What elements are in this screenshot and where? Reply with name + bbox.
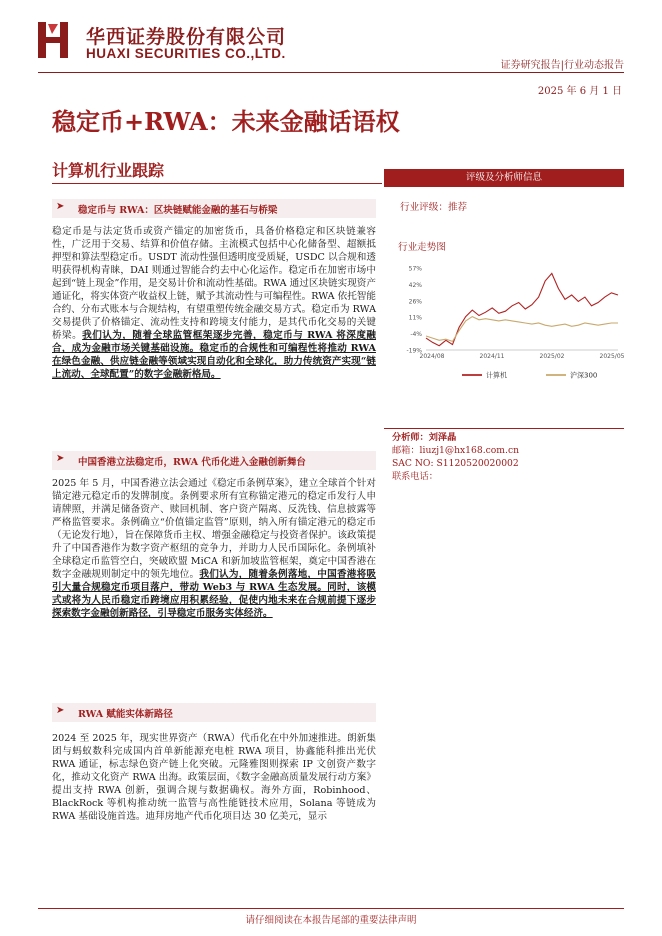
series-line-2 (426, 317, 618, 342)
section-heading-2: ➤ 中国香港立法稳定币，RWA 代币化进入金融创新舞台 (52, 451, 376, 470)
industry-rating: 行业评级：推荐 (400, 202, 468, 213)
highlight-conclusion-2: 我们认为，随着条例落地，中国香港将吸引大量合规稳定币项目落户，带动 Web3 与 RWA 生态发展。同时，该模式或将为人民币稳定币跨境应用积累经验，促使内地未来在合规前提下逐步探索数字金融创新路径，引导稳定币服务实体经济。 (52, 569, 377, 619)
huaxi-logo-icon (38, 22, 72, 58)
arrow-icon: ➤ (56, 201, 65, 212)
trend-chart-title: 行业走势图 (398, 242, 446, 253)
y-tick-label: -4% (410, 331, 422, 339)
y-tick-label: 42% (408, 281, 422, 289)
analyst-email[interactable]: 邮箱：liuzj1@hx168.com.cn (392, 445, 520, 456)
x-tick-label: 2025/02 (539, 353, 565, 360)
subtitle-underline (52, 183, 382, 184)
report-subtitle: 计算机行业跟踪 (52, 161, 165, 180)
section-heading-3: ➤ RWA 赋能实体新路径 (52, 703, 376, 722)
x-tick-label: 2025/05 (599, 353, 624, 360)
legend-label: 计算机 (486, 371, 507, 380)
section-body-1: 稳定币是与法定货币或资产锚定的加密货币，具备价格稳定和区块链兼容性，广泛用于交易、结算和价值存储。主流模式包括中心化储备型、超额抵押型和算法型稳定币。USDT 流动性强但透明度受质疑，USDC 以合规和透明获得机构青睐，DAI 则通过智能合约去中心化运作。稳定币在加密市场中起到“链上现金”作用，是交易计价和流动性基础。RWA 通过区块链实现资产通证化，将实体资产收益权上链，赋予其流动性与可编程性。RWA 依托智能合约、分布式账本与合规结构，有望重塑传统金融交易方式。稳定币为 RWA 交易提供了价格锚定、流动性支持和跨境支付能力，是其代币化交易的关键桥梁。我们认为，随着全球监管框架逐步完善，稳定币与 RWA 将深度融合，成为金融市场关键基础设施。稳定币的合规性和可编程性将推动 RWA 在绿色金融、供应链金融等领域实现自动化和全球化，助力传统资产实现“链上流动、全球配置”的数字金融新格局。 (52, 226, 376, 380)
analyst-name: 分析师：刘泽晶 (392, 432, 457, 443)
highlight-conclusion-1: 我们认为，随着全球监管框架逐步完善，稳定币与 RWA 将深度融合，成为金融市场关键基础设施。稳定币的合规性和可编程性将推动 RWA 在绿色金融、供应链金融等领域实现自动化和全球化，助力传统资产实现“链上流动、全球配置”的数字金融新格局。 (52, 330, 376, 380)
company-name-en: HUAXI SECURITIES CO.,LTD. (86, 46, 286, 61)
analyst-sac: SAC NO: S1120520020002 (392, 458, 519, 469)
company-name-cn: 华西证券股份有限公司 (86, 26, 287, 48)
sidebar-divider (384, 428, 624, 429)
series-line-1 (426, 273, 618, 345)
y-tick-label: 57% (408, 265, 422, 273)
report-date: 2025 年 6 月 1 日 (537, 86, 622, 97)
x-tick-label: 2024/11 (479, 353, 505, 360)
y-tick-label: 11% (408, 314, 422, 322)
sidebar-header: 评级及分析师信息 (384, 169, 624, 187)
industry-trend-chart (396, 262, 624, 384)
legend-label: 沪深300 (570, 371, 598, 380)
x-tick-label: 2024/08 (419, 353, 445, 360)
footer-disclaimer: 请仔细阅读在本报告尾部的重要法律声明 (245, 915, 417, 926)
header-divider (38, 72, 624, 73)
section-body-3: 2024 至 2025 年，现实世界资产（RWA）代币化在中外加速推进。朗新集团与蚂蚁数科完成国内首单新能源充电桩 RWA 项目，协鑫能科推出光伏 RWA 通证，标志绿色资产链上化突破。元隆雅图则探索 IP 文创资产数字化，推动文化资产 RWA 出海。政策层面，《数字金融高质量发展行动方案》提出支持 RWA 创新，强调合规与数据确权。海外方面，Robinhood、BlackRock 等机构推动统一监管与高性能链技术应用，Solana 等链成为 RWA 基础设施首选。迪拜房地产代币化项目达 30 亿美元，显示 (52, 733, 376, 822)
section-heading-1: ➤ 稳定币与 RWA：区块链赋能金融的基石与桥梁 (52, 199, 376, 218)
report-title: 稳定币+RWA：未来金融话语权 (52, 107, 400, 136)
arrow-icon: ➤ (56, 705, 65, 716)
section-body-2: 2025 年 5 月，中国香港立法会通过《稳定币条例草案》，建立全球首个针对锚定港元稳定币的发牌制度。条例要求所有宣称锚定港元的稳定币发行人申请牌照，并满足储备资产、赎回机制、客户资产隔离、反洗钱、信息披露等严格监管要求。条例确立“价值锚定监管”原则，纳入所有锚定港元的稳定币（无论发行地），旨在保障货币主权、增强金融稳定与投资者保护。该政策提升了中国香港作为数字资产枢纽的竞争力，并助力人民币国际化。条例填补全球稳定币监管空白，突破欧盟 MiCA 和新加坡监管框架，奠定中国香港在数字金融规则制定中的领先地位。我们认为，随着条例落地，中国香港将吸引大量合规稳定币项目落户，带动 Web3 与 RWA 生态发展。同时，该模式或将为人民币稳定币跨境应用积累经验，促使内地未来在合规前提下逐步探索数字金融创新路径，引导稳定币服务实体经济。 (52, 478, 377, 619)
analyst-phone: 联系电话： (392, 471, 438, 482)
arrow-icon: ➤ (56, 453, 65, 464)
y-tick-label: -19% (406, 347, 422, 355)
footer-divider (38, 908, 624, 909)
y-tick-label: 26% (408, 298, 422, 306)
report-type: 证券研究报告|行业动态报告 (500, 60, 624, 71)
